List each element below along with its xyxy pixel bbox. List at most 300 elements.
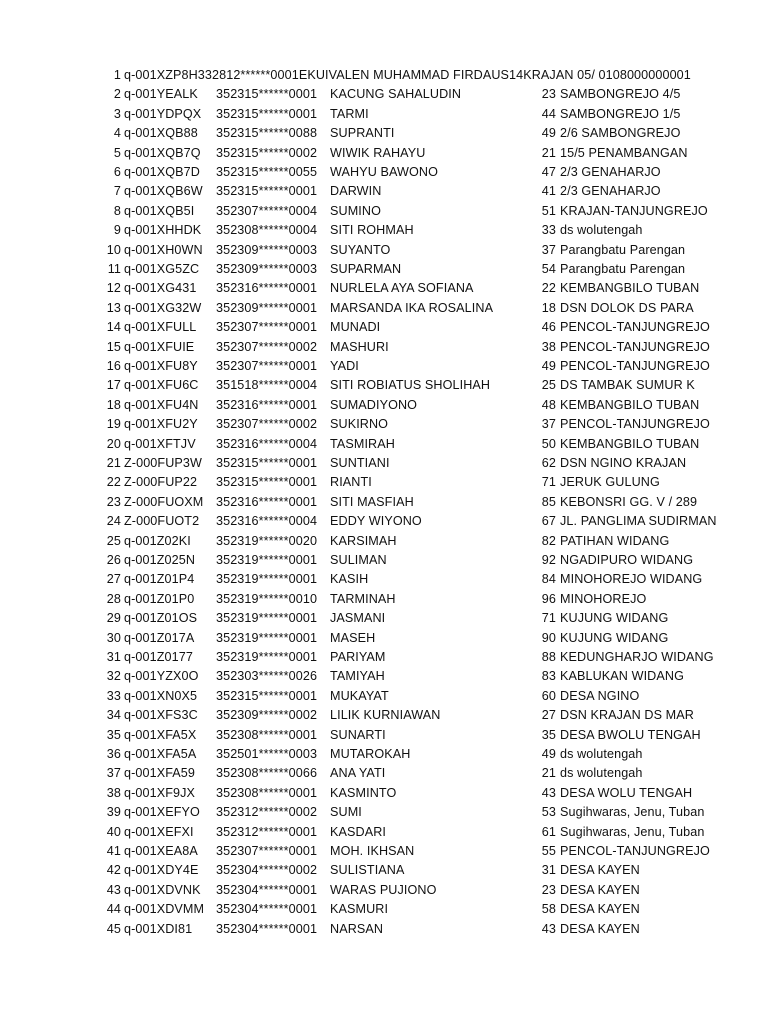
row-address: 2/3 GENAHARJO — [560, 165, 661, 179]
row-name: WARAS PUJIONO — [330, 882, 437, 897]
row-nik: 352319******0001 — [216, 630, 318, 645]
table-row — [0, 415, 768, 434]
row-name: WIWIK RAHAYU — [330, 145, 426, 160]
row-nik: 352315******0002 — [216, 145, 318, 160]
row-code: q-001XFS3C — [124, 708, 198, 723]
row-code: q-001XF9JX — [124, 785, 196, 800]
table-row — [0, 396, 768, 415]
row-address: KEBONSRI GG. V / 289 — [560, 494, 698, 509]
table-row — [0, 202, 768, 221]
row-name: WAHYU BAWONO — [330, 165, 439, 179]
row-address: 2/3 GENAHARJO — [560, 184, 661, 199]
row-code: q-001YDPQX — [124, 106, 202, 121]
row-age: 88 — [541, 650, 556, 664]
table-row — [0, 609, 768, 628]
row-address: Sugihwaras, Jenu, Tuban — [560, 805, 705, 820]
table-row — [0, 784, 768, 803]
row-number: 25 — [106, 533, 121, 548]
row-nik: 352316******0004 — [216, 514, 318, 529]
row-code: q-001Z025N — [124, 553, 196, 567]
row-nik: 352319******0001 — [216, 650, 318, 664]
row-number: 43 — [106, 882, 121, 897]
row-nik: 352319******0020 — [216, 533, 318, 548]
row-nik: 352309******0003 — [216, 262, 318, 276]
row-address: DESA KAYEN — [560, 882, 640, 897]
row-code: q-001Z0177 — [124, 650, 193, 664]
row-name: RIANTI — [330, 475, 372, 490]
row-number: 10 — [106, 242, 121, 257]
row-number: 36 — [106, 747, 121, 761]
table-row — [0, 260, 768, 279]
row-address: 15/5 PENAMBANGAN — [560, 145, 688, 160]
row-number: 32 — [106, 669, 121, 684]
row-age: 43 — [541, 785, 556, 800]
row-name: PARIYAM — [330, 650, 386, 664]
row-number: 40 — [106, 824, 121, 839]
table-row — [0, 221, 768, 240]
row-name: MUKAYAT — [330, 688, 389, 703]
row-nik: 352308******0004 — [216, 223, 318, 238]
row-number: 41 — [106, 844, 121, 858]
row-age: 49 — [541, 747, 556, 761]
table-row — [0, 182, 768, 201]
row-code: q-001XH0WN — [124, 242, 203, 257]
row-code: q-001XG431 — [124, 281, 197, 296]
row-age: 54 — [541, 262, 556, 276]
table-row — [0, 823, 768, 842]
row-nik: 352319******0001 — [216, 572, 318, 587]
row-code: q-001XFU8Y — [124, 359, 198, 373]
row-name: MUTAROKAH — [330, 747, 411, 761]
row-nik: 352307******0004 — [216, 203, 318, 218]
row-age: 21 — [541, 145, 556, 160]
row-age: 83 — [541, 669, 556, 684]
row-name: SUKIRNO — [330, 417, 389, 432]
table-row — [0, 745, 768, 764]
row-nik: 352308******0066 — [216, 766, 318, 781]
row-code: q-001XG32W — [124, 300, 202, 315]
row-nik: 352319******0001 — [216, 611, 318, 626]
row-nik: 352309******0003 — [216, 242, 318, 257]
row-nik: 352307******0002 — [216, 417, 318, 432]
row-merged-text: q-001XZP8H332812******0001EKUIVALEN MUHAMMAD FIRDAUS14KRAJAN 05/ 0108000000001 — [124, 68, 691, 82]
row-code: q-001XDVMM — [124, 902, 205, 917]
row-address: JL. PANGLIMA SUDIRMAN — [560, 514, 717, 529]
row-name: ANA YATI — [330, 766, 386, 781]
row-age: 33 — [541, 223, 556, 238]
row-name: TAMIYAH — [330, 669, 385, 684]
row-address: Sugihwaras, Jenu, Tuban — [560, 824, 705, 839]
row-nik: 352315******0001 — [216, 87, 318, 102]
row-number: 7 — [113, 184, 121, 199]
row-address: SAMBONGREJO 4/5 — [560, 87, 681, 102]
row-code: q-001Z01OS — [124, 611, 198, 626]
row-number: 6 — [113, 165, 121, 179]
row-age: 49 — [541, 126, 556, 141]
row-age: 60 — [541, 688, 556, 703]
row-name: SUPRANTI — [330, 126, 395, 141]
row-age: 22 — [541, 281, 556, 296]
row-name: KACUNG SAHALUDIN — [330, 87, 462, 102]
row-code: q-001Z01P4 — [124, 572, 195, 587]
row-address: DS TAMBAK SUMUR K — [560, 378, 695, 393]
table-row — [0, 842, 768, 861]
row-age: 23 — [541, 87, 556, 102]
row-name: SUMADIYONO — [330, 397, 418, 412]
row-number: 23 — [106, 494, 121, 509]
row-address: 2/6 SAMBONGREJO — [560, 126, 681, 141]
row-code: q-001XQB6W — [124, 184, 203, 199]
row-nik: 352312******0001 — [216, 824, 318, 839]
row-address: JERUK GULUNG — [560, 475, 660, 490]
row-age: 53 — [541, 805, 556, 820]
row-address: ds wolutengah — [560, 766, 643, 781]
row-code: q-001XN0X5 — [124, 688, 198, 703]
row-number: 37 — [106, 766, 121, 781]
row-number: 18 — [106, 397, 121, 412]
row-code: q-001XQB88 — [124, 126, 198, 141]
row-number: 27 — [106, 572, 121, 587]
row-code: q-001XFULL — [124, 320, 197, 335]
row-code: q-001XEFYO — [124, 805, 200, 820]
table-row — [0, 629, 768, 648]
table-row — [0, 473, 768, 492]
row-address: DESA KAYEN — [560, 863, 640, 878]
table-row — [0, 279, 768, 298]
table-row — [0, 590, 768, 609]
row-number: 17 — [106, 378, 121, 393]
row-nik: 352304******0001 — [216, 882, 318, 897]
row-age: 96 — [541, 591, 556, 606]
row-age: 71 — [541, 611, 556, 626]
row-address: DSN DOLOK DS PARA — [560, 300, 694, 315]
row-number: 39 — [106, 805, 121, 820]
row-name: SULIMAN — [330, 553, 387, 567]
row-nik: 352309******0002 — [216, 708, 318, 723]
row-number: 42 — [106, 863, 121, 878]
row-address: DESA BWOLU TENGAH — [560, 727, 701, 742]
row-nik: 352315******0055 — [216, 165, 318, 179]
row-name: SITI ROHMAH — [330, 223, 414, 238]
row-age: 49 — [541, 359, 556, 373]
table-row — [0, 687, 768, 706]
row-nik: 352312******0002 — [216, 805, 318, 820]
row-nik: 352316******0001 — [216, 397, 318, 412]
table-row — [0, 726, 768, 745]
table-row — [0, 881, 768, 900]
table-row — [0, 803, 768, 822]
row-name: SITI ROBIATUS SHOLIHAH — [330, 378, 491, 393]
row-number: 28 — [106, 591, 121, 606]
row-code: q-001XEFXI — [124, 824, 194, 839]
row-name: SUPARMAN — [330, 262, 402, 276]
row-number: 12 — [106, 281, 121, 296]
row-name: KASMINTO — [330, 785, 397, 800]
row-nik: 352315******0001 — [216, 688, 318, 703]
row-age: 82 — [541, 533, 556, 548]
row-name: MARSANDA IKA ROSALINA — [330, 300, 494, 315]
row-address: ds wolutengah — [560, 223, 643, 238]
row-name: EDDY WIYONO — [330, 514, 422, 529]
row-number: 4 — [113, 126, 121, 141]
row-nik: 352315******0001 — [216, 184, 318, 199]
row-code: Z-000FUP22 — [124, 475, 198, 490]
row-nik: 352315******0088 — [216, 126, 318, 141]
row-address: KUJUNG WIDANG — [560, 611, 669, 626]
row-code: q-001XFUIE — [124, 339, 195, 354]
row-address: PENCOL-TANJUNGREJO — [560, 844, 710, 858]
row-number: 8 — [113, 203, 121, 218]
row-number: 45 — [106, 921, 121, 936]
row-code: q-001XFU4N — [124, 397, 199, 412]
row-name: JASMANI — [330, 611, 386, 626]
row-age: 27 — [541, 708, 556, 723]
row-code: Z-000FUOXM — [124, 494, 204, 509]
row-code: q-001Z02KI — [124, 533, 191, 548]
row-address: DESA KAYEN — [560, 921, 640, 936]
row-nik: 352307******0002 — [216, 339, 318, 354]
table-row — [0, 920, 768, 939]
row-age: 67 — [541, 514, 556, 529]
row-age: 37 — [541, 417, 556, 432]
table-row — [0, 764, 768, 783]
row-code: q-001XFA59 — [124, 766, 196, 781]
row-code: q-001XEA8A — [124, 844, 198, 858]
row-age: 90 — [541, 630, 556, 645]
row-name: MASEH — [330, 630, 376, 645]
row-code: q-001XDI81 — [124, 921, 193, 936]
table-row — [0, 667, 768, 686]
table-row — [0, 144, 768, 163]
table-row — [0, 570, 768, 589]
row-nik: 352307******0001 — [216, 320, 318, 335]
row-address: MINOHOREJO WIDANG — [560, 572, 703, 587]
row-number: 26 — [106, 553, 121, 567]
row-name: SUNARTI — [330, 727, 386, 742]
row-address: Parangbatu Parengan — [560, 262, 686, 276]
row-name: TARMINAH — [330, 591, 396, 606]
row-nik: 352315******0001 — [216, 475, 318, 490]
row-age: 51 — [541, 203, 556, 218]
table-row — [0, 85, 768, 104]
row-name: SUMINO — [330, 203, 381, 218]
data-sheet — [0, 66, 768, 946]
row-address: Parangbatu Parengan — [560, 242, 686, 257]
row-name: MOH. IKHSAN — [330, 844, 415, 858]
row-nik: 352315******0001 — [216, 456, 318, 470]
row-age: 55 — [541, 844, 556, 858]
table-row — [0, 105, 768, 124]
row-age: 62 — [541, 456, 556, 470]
row-number: 1 — [113, 68, 121, 82]
row-code: q-001XFU2Y — [124, 417, 198, 432]
table-row — [0, 648, 768, 667]
row-age: 44 — [541, 106, 556, 121]
row-address: DESA WOLU TENGAH — [560, 785, 693, 800]
row-age: 46 — [541, 320, 556, 335]
row-number: 13 — [106, 300, 121, 315]
row-number: 5 — [113, 145, 121, 160]
row-address: KEMBANGBILO TUBAN — [560, 397, 700, 412]
row-age: 50 — [541, 436, 556, 451]
row-code: q-001XQB5I — [124, 203, 195, 218]
row-name: DARWIN — [330, 184, 382, 199]
table-row — [0, 163, 768, 182]
row-nik: 352319******0010 — [216, 591, 318, 606]
row-address: KEMBANGBILO TUBAN — [560, 281, 700, 296]
row-number: 19 — [106, 417, 121, 432]
table-row — [0, 512, 768, 531]
row-age: 48 — [541, 397, 556, 412]
row-address: PATIHAN WIDANG — [560, 533, 670, 548]
row-number: 38 — [106, 785, 121, 800]
row-address: SAMBONGREJO 1/5 — [560, 106, 681, 121]
row-name: SUNTIANI — [330, 456, 390, 470]
row-age: 84 — [541, 572, 556, 587]
row-name: YADI — [330, 359, 359, 373]
row-age: 43 — [541, 921, 556, 936]
row-age: 92 — [541, 553, 556, 567]
row-code: q-001YEALK — [124, 87, 198, 102]
row-age: 85 — [541, 494, 556, 509]
row-code: q-001XFA5X — [124, 727, 197, 742]
row-age: 21 — [541, 766, 556, 781]
row-number: 20 — [106, 436, 121, 451]
row-name: LILIK KURNIAWAN — [330, 708, 441, 723]
table-row — [0, 376, 768, 395]
table-row — [0, 532, 768, 551]
row-code: q-001XFA5A — [124, 747, 197, 761]
row-name: NURLELA AYA SOFIANA — [330, 281, 474, 296]
row-nik: 352307******0001 — [216, 844, 318, 858]
row-code: q-001XFTJV — [124, 436, 196, 451]
row-name: SITI MASFIAH — [330, 494, 414, 509]
row-age: 58 — [541, 902, 556, 917]
row-nik: 352315******0001 — [216, 106, 318, 121]
row-age: 25 — [541, 378, 556, 393]
row-address: DSN NGINO KRAJAN — [560, 456, 687, 470]
row-code: q-001XQB7Q — [124, 145, 201, 160]
row-code: Z-000FUOT2 — [124, 514, 200, 529]
row-number: 22 — [106, 475, 121, 490]
row-address: MINOHOREJO — [560, 591, 647, 606]
row-nik: 352307******0001 — [216, 359, 318, 373]
row-number: 14 — [106, 320, 121, 335]
table-row — [0, 900, 768, 919]
row-age: 38 — [541, 339, 556, 354]
row-nik: 352501******0003 — [216, 747, 318, 761]
row-number: 31 — [106, 650, 121, 664]
row-code: q-001XQB7D — [124, 165, 200, 179]
row-code: q-001Z01P0 — [124, 591, 195, 606]
row-age: 41 — [541, 184, 556, 199]
table-row — [0, 241, 768, 260]
row-nik: 352309******0001 — [216, 300, 318, 315]
row-name: SUYANTO — [330, 242, 391, 257]
row-age: 47 — [541, 165, 556, 179]
row-nik: 352304******0001 — [216, 921, 318, 936]
row-nik: 352304******0002 — [216, 863, 318, 878]
row-address: DESA NGINO — [560, 688, 640, 703]
row-address: KEDUNGHARJO WIDANG — [560, 650, 714, 664]
row-address: KUJUNG WIDANG — [560, 630, 669, 645]
row-address: PENCOL-TANJUNGREJO — [560, 417, 710, 432]
row-code: Z-000FUP3W — [124, 456, 202, 470]
row-address: NGADIPURO WIDANG — [560, 553, 694, 567]
row-name: TARMI — [330, 106, 369, 121]
row-address: DESA KAYEN — [560, 902, 640, 917]
row-age: 31 — [541, 863, 556, 878]
row-name: KASIH — [330, 572, 369, 587]
row-number: 35 — [106, 727, 121, 742]
table-row — [0, 357, 768, 376]
row-name: MUNADI — [330, 320, 381, 335]
table-row — [0, 551, 768, 570]
row-number: 16 — [106, 359, 121, 373]
row-age: 71 — [541, 475, 556, 490]
row-address: KEMBANGBILO TUBAN — [560, 436, 700, 451]
row-nik: 352319******0001 — [216, 553, 318, 567]
table-row — [0, 861, 768, 880]
row-nik: 352316******0001 — [216, 494, 318, 509]
row-name: MASHURI — [330, 339, 389, 354]
row-name: SUMI — [330, 805, 362, 820]
row-code: q-001XHHDK — [124, 223, 202, 238]
row-age: 35 — [541, 727, 556, 742]
row-nik: 351518******0004 — [216, 378, 318, 393]
table-row — [0, 338, 768, 357]
row-nik: 352316******0004 — [216, 436, 318, 451]
row-address: PENCOL-TANJUNGREJO — [560, 359, 710, 373]
row-address: DSN KRAJAN DS MAR — [560, 708, 694, 723]
row-code: q-001YZX0O — [124, 669, 199, 684]
table-row — [0, 706, 768, 725]
table-row — [0, 124, 768, 143]
row-number: 11 — [107, 262, 121, 276]
table-row — [0, 435, 768, 454]
row-name: SULISTIANA — [330, 863, 405, 878]
row-number: 33 — [106, 688, 121, 703]
row-nik: 352308******0001 — [216, 785, 318, 800]
row-number: 34 — [106, 708, 121, 723]
row-number: 3 — [113, 106, 121, 121]
row-code: q-001XDVNK — [124, 882, 201, 897]
row-number: 30 — [106, 630, 121, 645]
row-number: 24 — [106, 514, 121, 529]
row-nik: 352303******0026 — [216, 669, 318, 684]
table-row — [0, 66, 768, 85]
row-nik: 352304******0001 — [216, 902, 318, 917]
row-age: 18 — [541, 300, 556, 315]
row-number: 44 — [106, 902, 121, 917]
row-number: 15 — [106, 339, 121, 354]
table-row — [0, 454, 768, 473]
row-age: 23 — [541, 882, 556, 897]
row-address: KRAJAN-TANJUNGREJO — [560, 203, 708, 218]
row-code: q-001Z017A — [124, 630, 195, 645]
table-row — [0, 299, 768, 318]
row-nik: 352308******0001 — [216, 727, 318, 742]
row-code: q-001XFU6C — [124, 378, 199, 393]
row-name: TASMIRAH — [330, 436, 395, 451]
row-code: q-001XG5ZC — [124, 262, 200, 276]
row-address: KABLUKAN WIDANG — [560, 669, 684, 684]
row-address: PENCOL-TANJUNGREJO — [560, 339, 710, 354]
row-address: ds wolutengah — [560, 747, 643, 761]
row-number: 29 — [106, 611, 121, 626]
row-age: 37 — [541, 242, 556, 257]
row-nik: 352316******0001 — [216, 281, 318, 296]
